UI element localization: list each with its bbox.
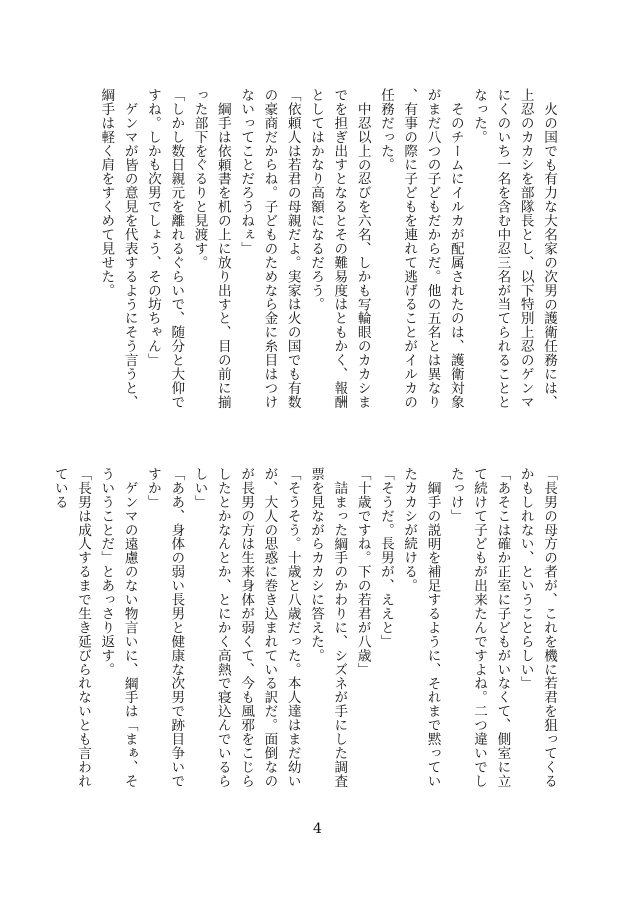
paragraph: 「そうだ。長男が、ええと」 bbox=[377, 467, 394, 649]
lower-text-block bbox=[51, 467, 560, 791]
paragraph: 「長男は成人するまで生き延びられないとも言われている bbox=[51, 467, 92, 788]
paragraph: 火の国でも有力な大名家の次男の護衛任務には、上忍のカカシを部隊長とし、以下特別上忍のゲンマにくのいち一名を含む中忍三名が当てられることとなった。 bbox=[471, 88, 557, 409]
paragraph: 「長男の母方の者が、これを機に若君を狙ってくるかもしれない、ということらしい」 bbox=[517, 467, 557, 788]
paragraph: 「ああ、身体の弱い長男と健康な次男で跡目争いですか」 bbox=[144, 467, 185, 788]
paragraph: 詰まった綱手のかわりに、シズネが手にした調査票を見ながらカカシに答えた。 bbox=[308, 467, 348, 788]
paragraph: 綱手の説明を補足するように、それまで黙っていたカカシが続ける。 bbox=[401, 467, 441, 788]
paragraph: 「しかし数日親元を離れるぐらいで、随分と大仰ですね。しかも次男でしょう、その坊ちゃん」 bbox=[144, 88, 185, 409]
paragraph: 綱手は依頼書を机の上に放り出すと、目の前に揃った部下をぐるりと見渡す。 bbox=[191, 88, 231, 409]
paragraph: 「あそこは確か正室に子どもがいなくて、側室に立て続けて子どもが出来たんですよね。二つ違いでしたっけ」 bbox=[447, 467, 511, 788]
paragraph: 「依頼人は若君の母親だよ。実家は火の国でも有数の豪商だからね。子どものためなら金に糸目はつけないってことだろうねぇ」 bbox=[238, 88, 301, 409]
paragraph: 中忍以上の忍びを六名、しかも写輪眼のカカシまでを担ぎ出すとなるとその難易度はともかく、報酬としてはかなり高額になるだろう。 bbox=[308, 88, 371, 409]
paragraph: ゲンマの遠慮のない物言いに、綱手は「まぁ、そういうことだ」とあっさり返す。 bbox=[98, 467, 138, 788]
paragraph: ゲンマが皆の意見を代表するようにそう言うと、綱手は軽く肩をすくめて見せた。 bbox=[98, 88, 138, 409]
page-number: 4 bbox=[313, 821, 322, 837]
upper-text-block bbox=[98, 88, 560, 412]
paragraph: 「十歳ですね。下の若君が八歳」 bbox=[354, 467, 371, 677]
paragraph: そのチームにイルカが配属されたのは、護衛対象がまだ八つの子どもだからだ。他の五名とは異なり、有事の際に子どもを連れて逃げることがイルカの任務だった。 bbox=[377, 88, 464, 409]
paragraph: 「そうそう。十歳と八歳だった。本人達はまだ幼いが、大人の思惑に巻き込まれている訳だ。面倒なのが長男の方は生来身体が弱くて、今も風邪をこじらしたとかなんとか、とにかく高熱で寝込んでいるらしい」 bbox=[191, 467, 301, 788]
